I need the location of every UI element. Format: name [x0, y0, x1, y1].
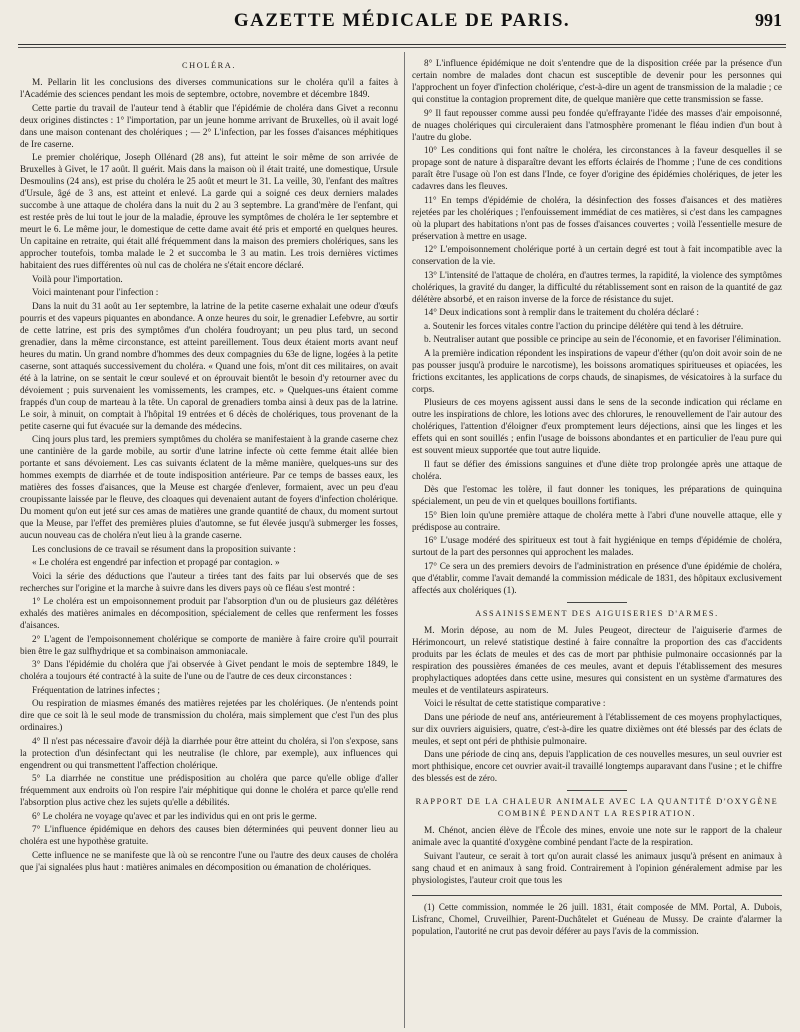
paragraph: Dans une période de cinq ans, depuis l'application de ces nouvelles mesures, un seul ouvrier est mort phthisique, encore cet ouvrier avait-il travaillé longtemps auparavant dans l'usine ; et le chiffre des blessés est de zéro. [412, 750, 782, 784]
paragraph: 1° Le choléra est un empoisonnement produit par l'absorption d'un ou de plusieurs gaz délétères exhalés des matières animales en décomposition, spécialement de celles que renferment les fosses d'aisances. [20, 597, 398, 631]
paragraph: 8° L'influence épidémique ne doit s'entendre que de la disposition créée par la présence d'un certain nombre de malades dont chacun est susceptible de devenir pour les personnes qui l'approchent un foyer d'infection cholérique, c'est-à-dire un agent de transmission de la maladie ; ce qui constitue la contagion proprement dite, de quelque manière que cette transmission se fasse. [412, 59, 782, 105]
paragraph: Dans la nuit du 31 août au 1er septembre, la latrine de la petite caserne exhalait une odeur d'œufs pourris et des vapeurs piquantes en abondance. A onze heures du soir, le grenadier Lefebvre, au sortir de cette latrine, est pris des symptômes d'un choléra foudroyant; un peu plus tard, un second grenadier, dans la même circonstance, est atteint pareillement. Tous deux étaient morts avant neuf heures du matin. Un grand nombre d'hommes des deux compagnies du 63e de ligne, logées à la petite caserne, sont attaqués successivement du choléra. « Quand une fois, m'ont dit ces militaires, on avait été à la latrine, on se sentait le cœur soulevé et on éprouvait bientôt le besoin d'y retourner avec du dévoiement ; puis survenaient les vomissements, les crampes, etc. » Quelques-uns étaient comme frappés d'un coup de marteau à la tête. Un caporal de grenadiers tomba ainsi à deux pas de la latrine. Le soir, à minuit, on comptait à l'hôpital 19 entrées et 6 décès de cholériques, tous provenant de la petite caserne qui fut évacuée sur la demande des médecins. [20, 301, 398, 432]
paragraph: 10° Les conditions qui font naître le choléra, les circonstances à la faveur desquelles il se propage sont de nature à disparaître devant les efforts éclairés de l'homme ; l'une de ces conditions paraît être l'usage où l'on est dans l'Inde, ce foyer d'origine des épidémies cholériques, de jeter les cadavres dans les fleuves. [412, 146, 782, 192]
paragraph: M. Pellarin lit les conclusions des diverses communications sur le choléra qu'il a faites à l'Académie des sciences pendant les mois de septembre, octobre, novembre et décembre 1849. [20, 78, 398, 100]
paragraph: 13° L'intensité de l'attaque de choléra, en d'autres termes, la rapidité, la violence des symptômes cholériques, la gravité du danger, la difficulté du rétablissement sont en raison de la quantité de gaz délétère absorbé, et en raison inverse de la force de résistance du sujet. [412, 270, 782, 305]
paragraph: 14° Deux indications sont à remplir dans le traitement du choléra déclaré : [424, 308, 699, 318]
section-title-chaleur: RAPPORT DE LA CHALEUR ANIMALE AVEC LA QUANTITÉ D'OXYGÈNE COMBINÉ PENDANT LA RESPIRATION. [415, 797, 779, 818]
paragraph: Plusieurs de ces moyens agissent aussi dans le sens de la seconde indication qui réclame en outre les inspirations de chlore, les lotions avec des chlorures, le renouvellement de l'air autour des cholériques, l'attention d'éloigner d'eux promptement leurs déjections, ainsi que les linges et les effets qui en sont souillés ; enfin l'usage de boissons abondantes et en particulier de l'eau pure qui est souvent mieux supportée que tout autre liquide. [412, 398, 782, 456]
paragraph: Dans une période de neuf ans, antérieurement à l'établissement de ces moyens prophylactiques, sur dix ouvriers aiguisiers, quatre, c'est-à-dire les quatre dixièmes ont été blessés par des éclats de meules, et sept ont péri de phthisie pulmonaire. [412, 712, 782, 747]
paragraph: 4° Il n'est pas nécessaire d'avoir déjà la diarrhée pour être atteint du choléra, si l'on s'expose, sans la protection d'un désinfectant qui les neutralise (le chlore, par exemple), aux influences qui engendrent ou qui transmettent l'affection cholérique. [20, 736, 398, 771]
section-rule [567, 790, 627, 791]
paragraph: Voici la série des déductions que l'auteur a tirées tant des faits par lui observés que de ses recherches sur l'origine et la marche à suivre dans les divers pays où ce fléau s'est montré : [20, 571, 398, 594]
page-number: 991 [755, 10, 782, 30]
paragraph: 3° Dans l'épidémie du choléra que j'ai observée à Givet pendant le mois de septembre 1849, le choléra a toujours été contracté à la suite de l'une ou de l'autre de ces deux circonstances : [20, 660, 398, 682]
paragraph: Fréquentation de latrines infectes ; [32, 685, 160, 696]
footnote: (1) Cette commission, nommée le 26 juill. 1831, était composée de MM. Portal, A. Dubois, Lisfranc, Chomel, Cruveilhier, Parent-Duchâtelet et Guéneau de Mussy. De crainte d'alarmer la population, l'autorité ne crut pas devoir déférer au pays l'avis de la commission. [412, 901, 782, 936]
paragraph: 6° Le choléra ne voyage qu'avec et par les individus qui en ont pris le germe. [32, 811, 317, 822]
paragraph: Voilà pour l'importation. [32, 274, 123, 285]
section-rule [567, 602, 627, 603]
paragraph: 15° Bien loin qu'une première attaque de choléra mette à l'abri d'une nouvelle attaque, elle y prédispose au contraire. [412, 510, 782, 533]
right-paragraphs-a [412, 58, 782, 597]
paragraph: Il faut se défier des émissions sanguines et d'une diète trop prolongée après une attaque de choléra. [412, 459, 782, 482]
paragraph: b. Neutraliser autant que possible ce principe au sein de l'économie, et en favoriser l'élimination. [424, 335, 782, 345]
paragraph: M. Chénot, ancien élève de l'École des mines, envoie une note sur le rapport de la chaleur animale avec la quantité d'oxygène combiné pendant l'acte de la respiration. [412, 826, 782, 848]
paragraph: Voici le résultat de cette statistique comparative : [424, 699, 606, 709]
page-header [18, 4, 786, 45]
right-column [412, 58, 782, 1020]
right-paragraphs-c [412, 825, 782, 887]
paragraph: « Le choléra est engendré par infection et propagé par contagion. » [32, 558, 280, 568]
paragraph: a. Soutenir les forces vitales contre l'action du principe délétère qui tend à les détruire. [424, 321, 744, 332]
header-rule [18, 47, 786, 48]
left-column [20, 58, 398, 1026]
paragraph: A la première indication répondent les inspirations de vapeur d'éther (qu'on doit avoir soin de ne pas pousser jusqu'à produire le narcotisme), les boissons aromatiques spiritueuses et opiacées, les frictions excitantes, les applications de corps chauds, de sinapismes, de vésicatoires à la surface du corps. [412, 348, 782, 395]
section-title-cholera: CHOLÉRA. [181, 61, 237, 70]
paragraph: Voici maintenant pour l'infection : [32, 288, 159, 298]
paragraph: 5° La diarrhée ne constitue une prédisposition au choléra que parce qu'elle oblige d'aller fréquemment aux endroits où l'on respire l'air méphitique qui donne le choléra et parce qu'elle rend l'absorption plus active chez les sujets qu'elle a débilités. [20, 774, 398, 808]
paragraph: 2° L'agent de l'empoisonnement cholérique se comporte de manière à faire croire qu'il pourrait bien être le gaz sulfhydrique et sa combinaison ammoniacale. [20, 634, 398, 657]
paragraph: Dès que l'estomac les tolère, il faut donner les toniques, les préparations de quinquina spécialement, un peu de vin et quelques bouillons fortifiants. [412, 485, 782, 507]
paragraph: 16° L'usage modéré des spiritueux est tout à fait hygiénique en temps d'épidémie de choléra, surtout de la part des personnes qui approchent les malades. [412, 536, 782, 558]
right-paragraphs-b [412, 625, 782, 786]
paragraph: Le premier cholérique, Joseph Ollénard (28 ans), fut atteint le soir même de son arrivée de Bruxelles à Givet, le 17 août. Il guérit. Mais dans la maison où il était traité, une domestique, Ursule Desmoulins (24 ans), est prise du choléra le 25 août et meurt le 31. La veille, 30, l'enfant des maîtres d'Ursule, âgé de 3 ans, est atteint et enlevé. La garde qui a soigné ces deux derniers malades succombe à une attaque de choléra dans la nuit du 2 au 3 septembre. La grand'mère de l'enfant, qui est restée près de lui tout le jour de la maladie, éprouve les symptômes de choléra le 1er septembre et meurt le 6. Le même jour, le domestique de cette dame avait été pris et emporté en quelques heures. Un capitaine en retraite, qui était allé fréquemment dans la maison des premiers cholériques, sans les approcher toutefois, tomba malade le 2 et succomba le 3 au matin. Les trois dernières victimes habitaient des rues différentes où nul cas de choléra ne s'était encore déclaré. [20, 153, 398, 271]
section-title-aiguiseries: ASSAINISSEMENT DES AIGUISERIES D'ARMES. [475, 608, 719, 618]
journal-title: GAZETTE MÉDICALE DE PARIS. [233, 10, 571, 31]
paragraph: 11° En temps d'épidémie de choléra, la désinfection des fosses d'aisances et des matières rejetées par les cholériques ; l'enfouissement immédiat de ces matières, si c'est dans les campagnes où la plupart des habitations n'ont pas de fosses d'aisances couvertes ; voilà l'essentielle mesure de préservation à mettre en usage. [412, 195, 782, 242]
footnote-rule [412, 895, 782, 896]
paragraph: 7° L'influence épidémique en dehors des causes bien déterminées qui peuvent donner lieu au choléra est une hypothèse gratuite. [20, 825, 398, 847]
paragraph: Cinq jours plus tard, les premiers symptômes du choléra se manifestaient à la grande caserne chez une cantinière de la garde mobile, au sortir d'une latrine infecte où cette femme était allée bien portante et sans dévoiement. Les cas suivants éclatent de la même manière, quelques-uns sur des hommes exempts de diarrhée et de toute indisposition antérieure. Par ce temps de basses eaux, les matières des fosses d'aisances, que la Meuse est chargée d'enlever, formaient, avec un peu d'eau croupissante laissée par le fleuve, des cloaques qui devenaient autant de foyers d'infection cholérique. Du moment qu'on eut jeté sur ces amas de matières une grande quantité de chaux, du moment surtout que la Meuse, par l'effet des premières pluies d'automne, se fut élevée jusqu'à submerger les fosses, aucun nouveau cas de choléra n'eut lieu à la grande caserne. [20, 435, 398, 541]
column-separator [404, 52, 405, 1028]
paragraph: Les conclusions de ce travail se résument dans la proposition suivante : [32, 544, 296, 555]
paragraph: Suivant l'auteur, ce serait à tort qu'on aurait classé les animaux jusqu'à présent en animaux à sang chaud et en animaux à sang froid. Contrairement à l'opinion généralement admise par les physiologistes, l'auteur croit que tous les [412, 851, 782, 886]
paragraph: Cette influence ne se manifeste que là où se rencontre l'une ou l'autre des deux causes de choléra que j'ai signalées plus haut : matières animales en décomposition ou émanation de cholériques. [20, 850, 398, 873]
paragraph: 17° Ce sera un des premiers devoirs de l'administration en présence d'une épidémie de choléra, que d'établir, comme l'avait demandé la commission médicale de 1831, des hôpitaux exclusivement affectés aux cholériques (1). [412, 561, 782, 596]
paragraph: 9° Il faut repousser comme aussi peu fondée qu'effrayante l'idée des masses d'air empoisonné, de nuages cholériques qui circuleraient dans l'atmosphère promenant le fléau indien d'un bout à l'autre du globe. [412, 108, 782, 143]
paragraph: 12° L'empoisonnement cholérique porté à un certain degré est tout à fait incompatible avec la conservation de la vie. [412, 245, 782, 267]
paragraph: Cette partie du travail de l'auteur tend à établir que l'épidémie de choléra dans Givet a reconnu deux origines distinctes : 1° l'importation, par un jeune homme arrivant de Bruxelles, où il avait logé dans une maison contenant des cholériques ; — 2° L'infection, par les fosses d'aisances méphitiques de Ire caserne. [20, 103, 398, 150]
paragraph: M. Morin dépose, au nom de M. Jules Peugeot, directeur de l'aiguiserie d'armes de Hérimoncourt, un relevé statistique destiné à faire connaître la proportion des cas d'accidents produits par les éclats de meules et des cas de mort par phthisie pulmonaire occasionnés par la respiration des poussières émanées de ces meules, avant et depuis l'établissement des mesures prophylactiques adoptées dans cette usine, mesures qui consistent en un système d'armatures des meules et de ventilateurs aspirateurs. [412, 625, 782, 696]
paragraph: Ou respiration de miasmes émanés des matières rejetées par les cholériques. (Je n'entends point dire que ce soit là le seul mode de transmission du choléra, mais simplement que c'est l'un des plus ordinaires.) [20, 699, 398, 733]
